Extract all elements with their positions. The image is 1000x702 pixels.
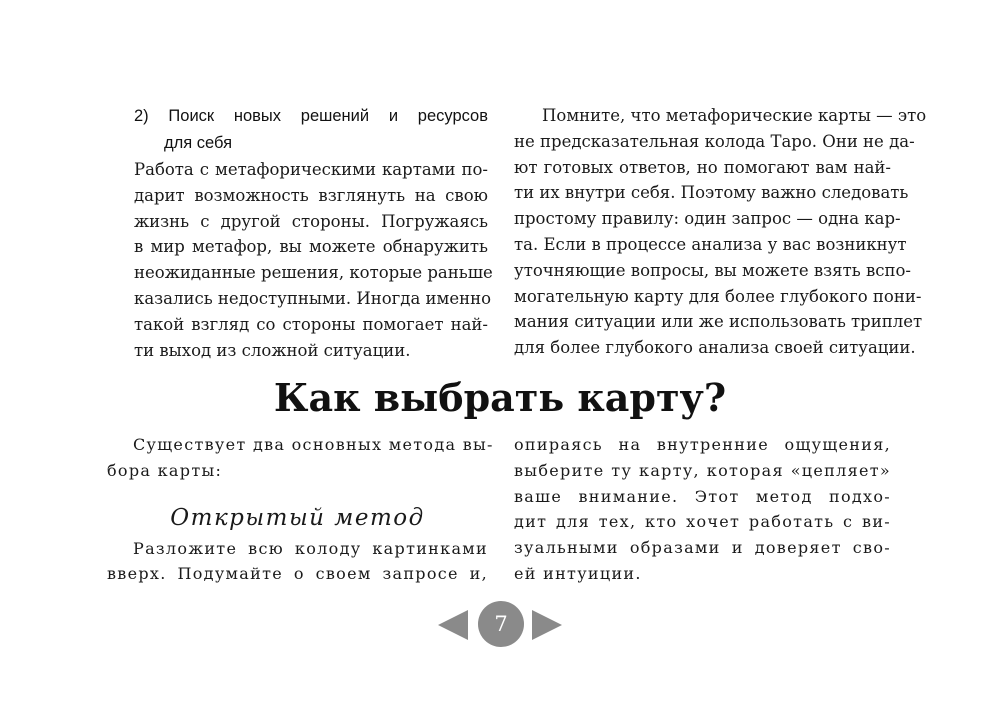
paragraph-metaphor — [134, 157, 493, 363]
text-line: мания ситуации или же использовать триплет — [514, 312, 923, 332]
text-line: уточняющие вопросы, вы можете взять вспо- — [514, 260, 911, 280]
subheading-line: для себя — [164, 134, 233, 152]
text-line: простому правилу: один запрос — одна кар- — [514, 209, 901, 229]
subheading-line: 2) Поиск новых решений и ресурсов — [134, 107, 488, 125]
text-line: та. Если в процессе анализа у вас возникнут — [514, 234, 907, 254]
text-line: зуальными образами и доверяет сво- — [514, 538, 891, 558]
text-line: не предсказательная колода Таро. Они не да- — [514, 131, 915, 151]
text-line: казались недоступными. Иногда именно — [134, 288, 492, 308]
text-line: Помните, что метафорические карты — это — [542, 106, 927, 125]
top-right-column — [514, 103, 927, 361]
text-line: могательную карту для более глубокого пони- — [514, 286, 922, 306]
text-line: дит для тех, кто хочет работать с ви- — [514, 512, 891, 532]
section-heading: Как выбрать карту? — [273, 375, 727, 420]
method-title: Открытый метод — [170, 504, 425, 531]
bottom-left-column — [107, 432, 494, 587]
text-line: жизнь с другой стороны. Погружаясь — [134, 211, 488, 231]
text-line: для более глубокого анализа своей ситуации. — [514, 338, 916, 358]
text-line: ти их внутри себя. Поэтому важно следовать — [514, 183, 909, 203]
text-line: в мир метафор, вы можете обнаружить — [134, 237, 488, 257]
subheading-resources — [134, 103, 488, 157]
text-line: ти выход из сложной ситуации. — [134, 340, 411, 360]
text-line: дарит возможность взглянуть на свою — [134, 185, 488, 205]
page-number: 7 — [478, 601, 524, 647]
text-line: ваше внимание. Этот метод подхо- — [514, 486, 891, 506]
top-left-column — [134, 103, 493, 363]
text-line: Работа с метафорическими картами по- — [134, 160, 488, 179]
text-line: вверх. Подумайте о своем запросе и, — [107, 564, 488, 584]
triangle-left-icon[interactable] — [438, 610, 468, 640]
text-line: такой взгляд со стороны помогает най- — [134, 314, 488, 334]
text-line: Разложите всю колоду картинками — [133, 538, 488, 558]
text-line: опираясь на внутренние ощущения, — [514, 435, 891, 454]
triangle-right-icon[interactable] — [532, 610, 562, 640]
text-line: ют готовых ответов, но помогают вам най- — [514, 157, 891, 177]
page-pager — [438, 601, 562, 649]
bottom-right-column — [514, 432, 891, 587]
text-line: бора карты: — [107, 460, 223, 480]
text-line: выберите ту карту, которая «цепляет» — [514, 460, 891, 480]
text-line: неожиданные решения, которые раньше — [134, 263, 493, 283]
text-line: Существует два основных метода вы- — [133, 435, 494, 454]
text-line: ей интуиции. — [514, 563, 642, 583]
